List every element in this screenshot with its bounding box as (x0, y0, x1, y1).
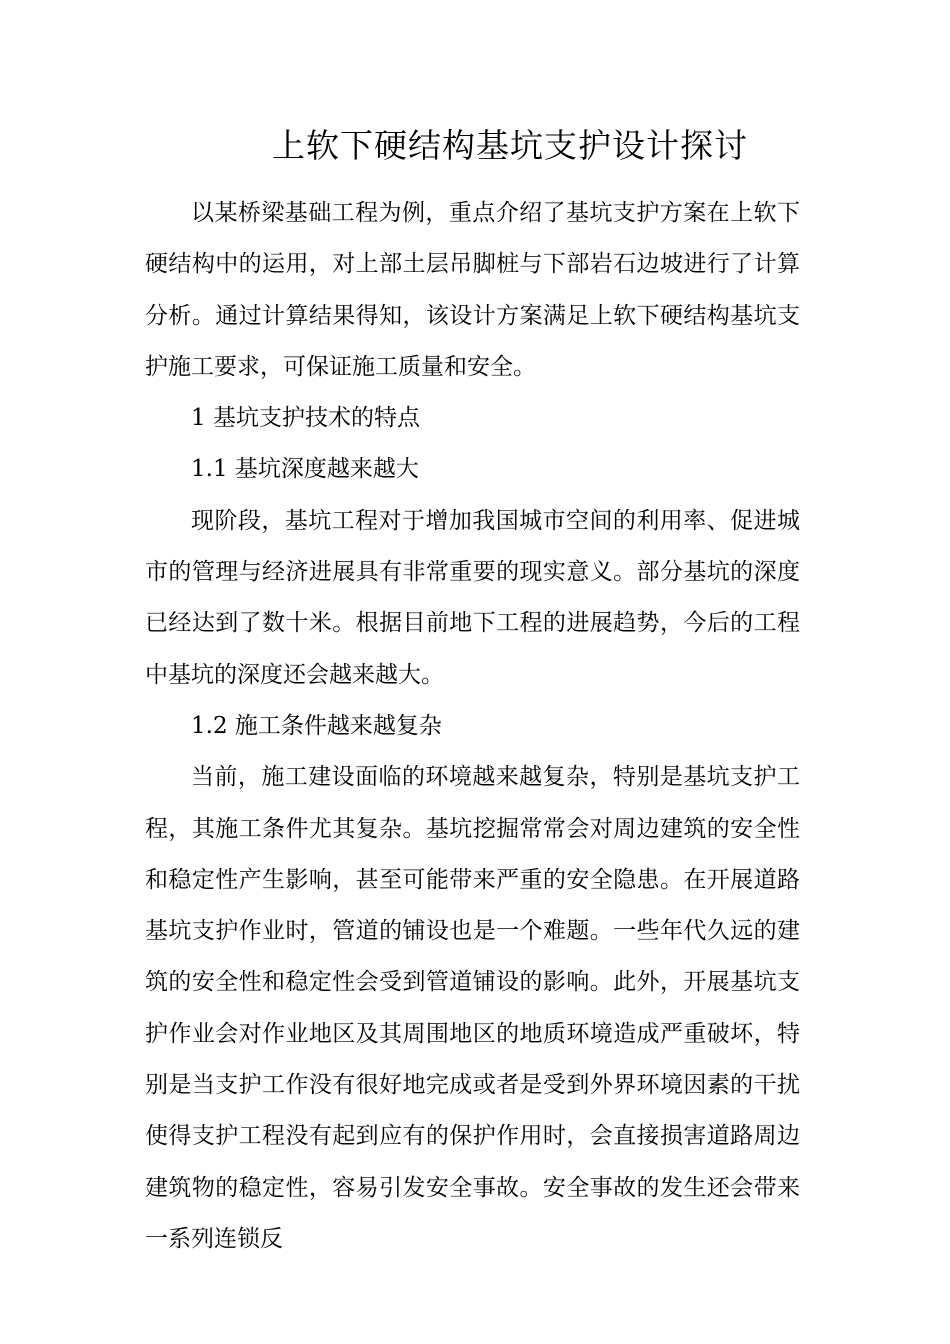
section-1-2-paragraph: 当前，施工建设面临的环境越来越复杂，特别是基坑支护工程，其施工条件尤其复杂。基坑挖掘常常会对周边建筑的安全性和稳定性产生影响，甚至可能带来严重的安全隐患。在开展道路基坑支护作业时，管道的铺设也是一个难题。一些年代久远的建筑的安全性和稳定性会受到管道铺设的影响。此外，开展基坑支护作业会对作业地区及其周围地区的地质环境造成严重破坏，特别是当支护工作没有很好地完成或者是受到外界环境因素的干扰使得支护工程没有起到应有的保护作用时，会直接损害道路周边建筑物的稳定性，容易引发安全事故。安全事故的发生还会带来一系列连锁反 (145, 764, 800, 1252)
document-title: 上软下硬结构基坑支护设计探讨 (272, 126, 748, 165)
document-body (145, 188, 800, 1265)
section-1-1-heading: 1.1 基坑深度越来越大 (191, 456, 419, 483)
abstract-paragraph: 以某桥梁基础工程为例，重点介绍了基坑支护方案在上软下硬结构中的运用，对上部土层吊脚桩与下部岩石边坡进行了计算分析。通过计算结果得知，该设计方案满足上软下硬结构基坑支护施工要求，可保证施工质量和安全。 (145, 200, 800, 380)
section-1-1-paragraph: 现阶段，基坑工程对于增加我国城市空间的利用率、促进城市的管理与经济进展具有非常重要的现实意义。部分基坑的深度已经达到了数十米。根据目前地下工程的进展趋势，今后的工程中基坑的深度还会越来越大。 (145, 507, 800, 688)
section-1-heading: 1 基坑支护技术的特点 (191, 405, 420, 432)
section-1-2-heading: 1.2 施工条件越来越复杂 (191, 712, 442, 739)
